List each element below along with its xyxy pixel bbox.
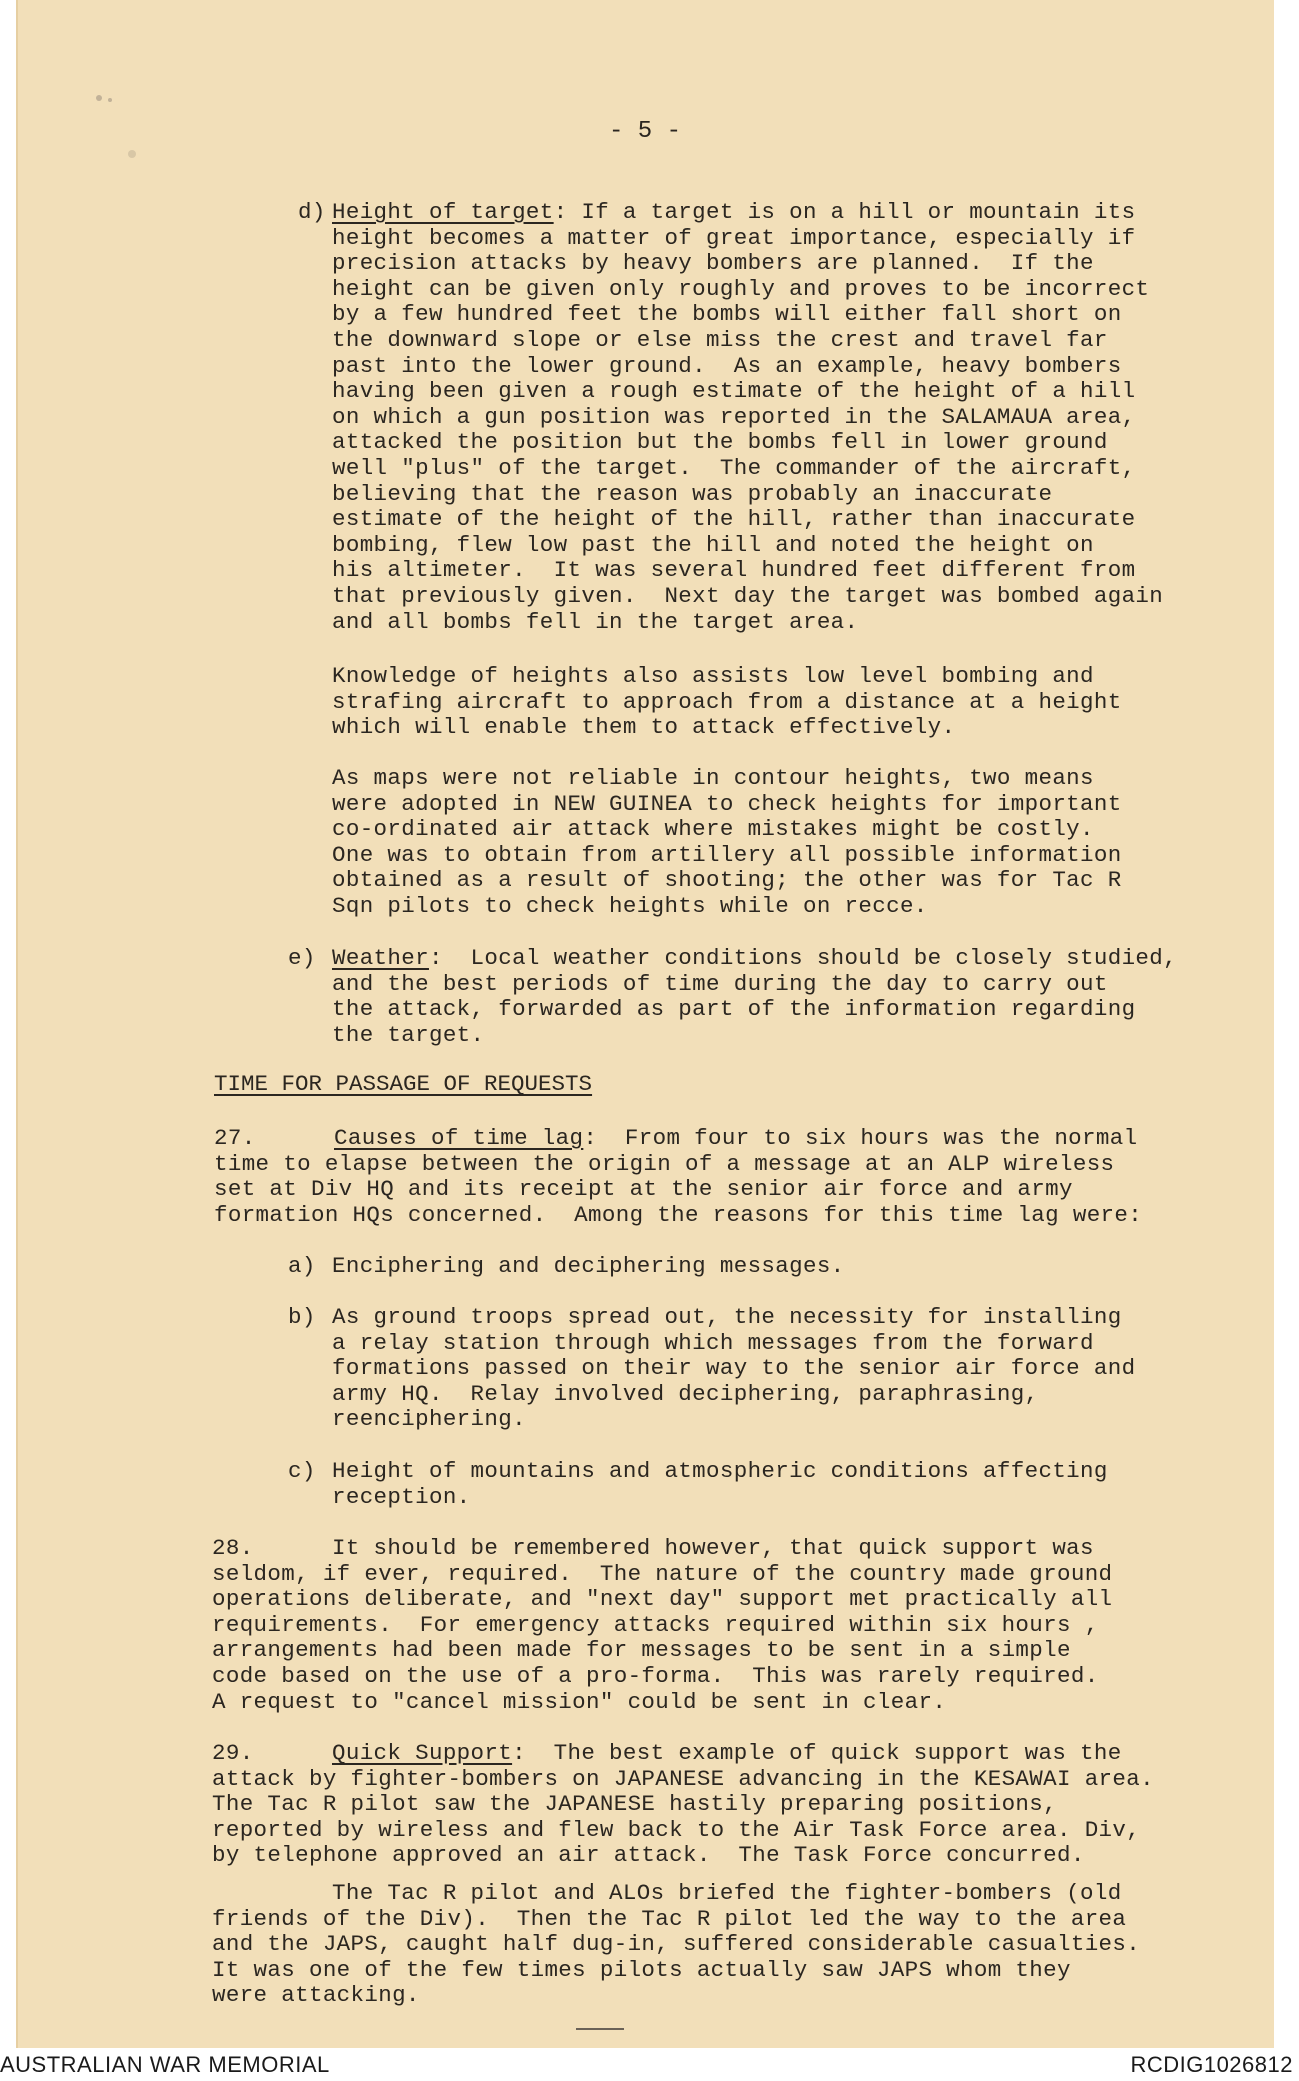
maps-line: One was to obtain from artillery all possible information <box>332 841 1122 868</box>
maps-line: As maps were not reliable in contour heights, two means <box>332 765 1094 791</box>
paper-mark <box>108 98 112 102</box>
para-27-first-line: Causes of time lag: From four to six hours was the normal <box>334 1125 1138 1151</box>
para-27-title: Causes of time lag <box>334 1125 584 1151</box>
item-d-label: d) <box>298 199 326 225</box>
item-d-line: precision attacks by heavy bombers are planned. If the <box>332 250 1094 277</box>
item-d-line: by a few hundred feet the bombs will either fall short on <box>332 301 1122 328</box>
para-29-number: 29. <box>212 1740 254 1766</box>
para-28-line: requirements. For emergency attacks required within six hours , <box>212 1611 1099 1638</box>
para-27-item-line: Height of mountains and atmospheric conditions affecting <box>332 1458 1108 1484</box>
knowledge-line: strafing aircraft to approach from a distance at a height <box>332 688 1122 715</box>
item-d-line: that previously given. Next day the target was bombed again <box>332 583 1164 609</box>
item-e-line: the attack, forwarded as part of the information regarding <box>332 996 1136 1023</box>
para-28-number: 28. <box>212 1535 254 1561</box>
item-d-line: bombing, flew low past the hill and noted the height on <box>332 531 1094 558</box>
maps-line: were adopted in NEW GUINEA to check heights for important <box>332 790 1122 817</box>
item-e-label: e) <box>288 945 316 971</box>
maps-line: co-ordinated air attack where mistakes might be costly. <box>332 816 1094 843</box>
para-27-item-label: b) <box>288 1304 316 1330</box>
para-29-continuation-line: were attacking. <box>212 1982 420 2009</box>
maps-line: obtained as a result of shooting; the other was for Tac R <box>332 867 1122 894</box>
para-27-item-label: a) <box>288 1253 316 1279</box>
para-29-continuation-line: friends of the Div). Then the Tac R pilot led the way to the area <box>212 1905 1127 1932</box>
para-29-line: The Tac R pilot saw the JAPANESE hastily preparing positions, <box>212 1791 1057 1818</box>
para-28-line: seldom, if ever, required. The nature of the country made ground <box>212 1560 1113 1587</box>
item-d-first-line: Height of target: If a target is on a hill or mountain its <box>332 199 1136 225</box>
para-29-first-line: Quick Support: The best example of quick support was the <box>332 1740 1122 1766</box>
para-29-continuation-line: The Tac R pilot and ALOs briefed the fighter-bombers (old <box>332 1880 1122 1906</box>
item-d-line: on which a gun position was reported in the SALAMAUA area, <box>332 403 1136 430</box>
para-29-continuation-line: and the JAPS, caught half dug-in, suffered considerable casualties. <box>212 1931 1141 1958</box>
para-27-line: set at Div HQ and its receipt at the senior air force and army <box>214 1176 1073 1203</box>
item-d-line: and all bombs fell in the target area. <box>332 608 859 635</box>
item-d-line: having been given a rough estimate of the height of a hill <box>332 378 1136 405</box>
para-27-item-line: As ground troops spread out, the necessity for installing <box>332 1304 1122 1330</box>
section-heading: TIME FOR PASSAGE OF REQUESTS <box>214 1071 593 1097</box>
para-27-item-line: formations passed on their way to the senior air force and <box>332 1355 1136 1382</box>
item-e-first-line: Weather: Local weather conditions should be closely studied, <box>332 945 1177 971</box>
item-d-line: height can be given only roughly and proves to be incorrect <box>332 275 1150 302</box>
para-27-line: time to elapse between the origin of a message at an ALP wireless <box>214 1150 1115 1177</box>
item-d-title: Height of target <box>332 199 554 225</box>
item-d-line: attacked the position but the bombs fell in lower ground <box>332 429 1108 456</box>
item-d-line: believing that the reason was probably an inaccurate <box>332 480 1053 507</box>
para-27-item-line: Enciphering and deciphering messages. <box>332 1253 845 1279</box>
para-27-item-line: a relay station through which messages from the forward <box>332 1329 1094 1356</box>
footer-source: AUSTRALIAN WAR MEMORIAL <box>0 2052 330 2077</box>
item-d-line: well "plus" of the target. The commander of the aircraft, <box>332 455 1136 481</box>
item-e-title: Weather <box>332 945 429 971</box>
para-28-line: A request to "cancel mission" could be sent in clear. <box>212 1688 947 1715</box>
item-d-line: the downward slope or else miss the crest and travel far <box>332 327 1108 353</box>
item-e-line: and the best periods of time during the day to carry out <box>332 970 1108 997</box>
para-29-continuation-line: It was one of the few times pilots actually saw JAPS whom they <box>212 1956 1071 1983</box>
para-28-line: operations deliberate, and "next day" support met practically all <box>212 1586 1113 1613</box>
maps-line: Sqn pilots to check heights while on recce. <box>332 893 928 919</box>
item-d-line: estimate of the height of the hill, rather than inaccurate <box>332 506 1136 533</box>
para-28-line: It should be remembered however, that quick support was <box>332 1535 1094 1561</box>
para-28-line: arrangements had been made for messages to be sent in a simple <box>212 1637 1071 1664</box>
page-number: - 5 - <box>608 118 681 145</box>
para-29-line: reported by wireless and flew back to the Air Task Force area. Div, <box>212 1816 1141 1843</box>
knowledge-line: Knowledge of heights also assists low level bombing and <box>332 663 1094 689</box>
para-27-item-line: reenciphering. <box>332 1406 526 1433</box>
item-e-line: the target. <box>332 1021 485 1048</box>
para-29-line: by telephone approved an air attack. The Task Force concurred. <box>212 1842 1085 1869</box>
knowledge-line: which will enable them to attack effectively. <box>332 714 956 741</box>
page-bottom-mark <box>576 2028 624 2030</box>
para-27-number: 27. <box>214 1125 256 1151</box>
paper-mark <box>96 95 102 101</box>
footer-record-id: RCDIG1026812 <box>1130 2052 1293 2077</box>
para-28-line: code based on the use of a pro-forma. This was rarely required. <box>212 1663 1099 1689</box>
para-29-title: Quick Support <box>332 1740 513 1766</box>
document-page <box>16 0 1274 2048</box>
para-27-item-line: reception. <box>332 1483 471 1510</box>
para-29-line: attack by fighter-bombers on JAPANESE advancing in the KESAWAI area. <box>212 1765 1154 1792</box>
para-27-item-line: army HQ. Relay involved deciphering, paraphrasing, <box>332 1380 1039 1407</box>
paper-mark <box>128 150 136 158</box>
para-27-item-label: c) <box>288 1458 316 1484</box>
item-d-line: height becomes a matter of great importance, especially if <box>332 224 1136 251</box>
para-27-line: formation HQs concerned. Among the reasons for this time lag were: <box>214 1201 1143 1228</box>
item-d-line: past into the lower ground. As an example, heavy bombers <box>332 352 1122 379</box>
item-d-line: his altimeter. It was several hundred feet different from <box>332 557 1136 584</box>
